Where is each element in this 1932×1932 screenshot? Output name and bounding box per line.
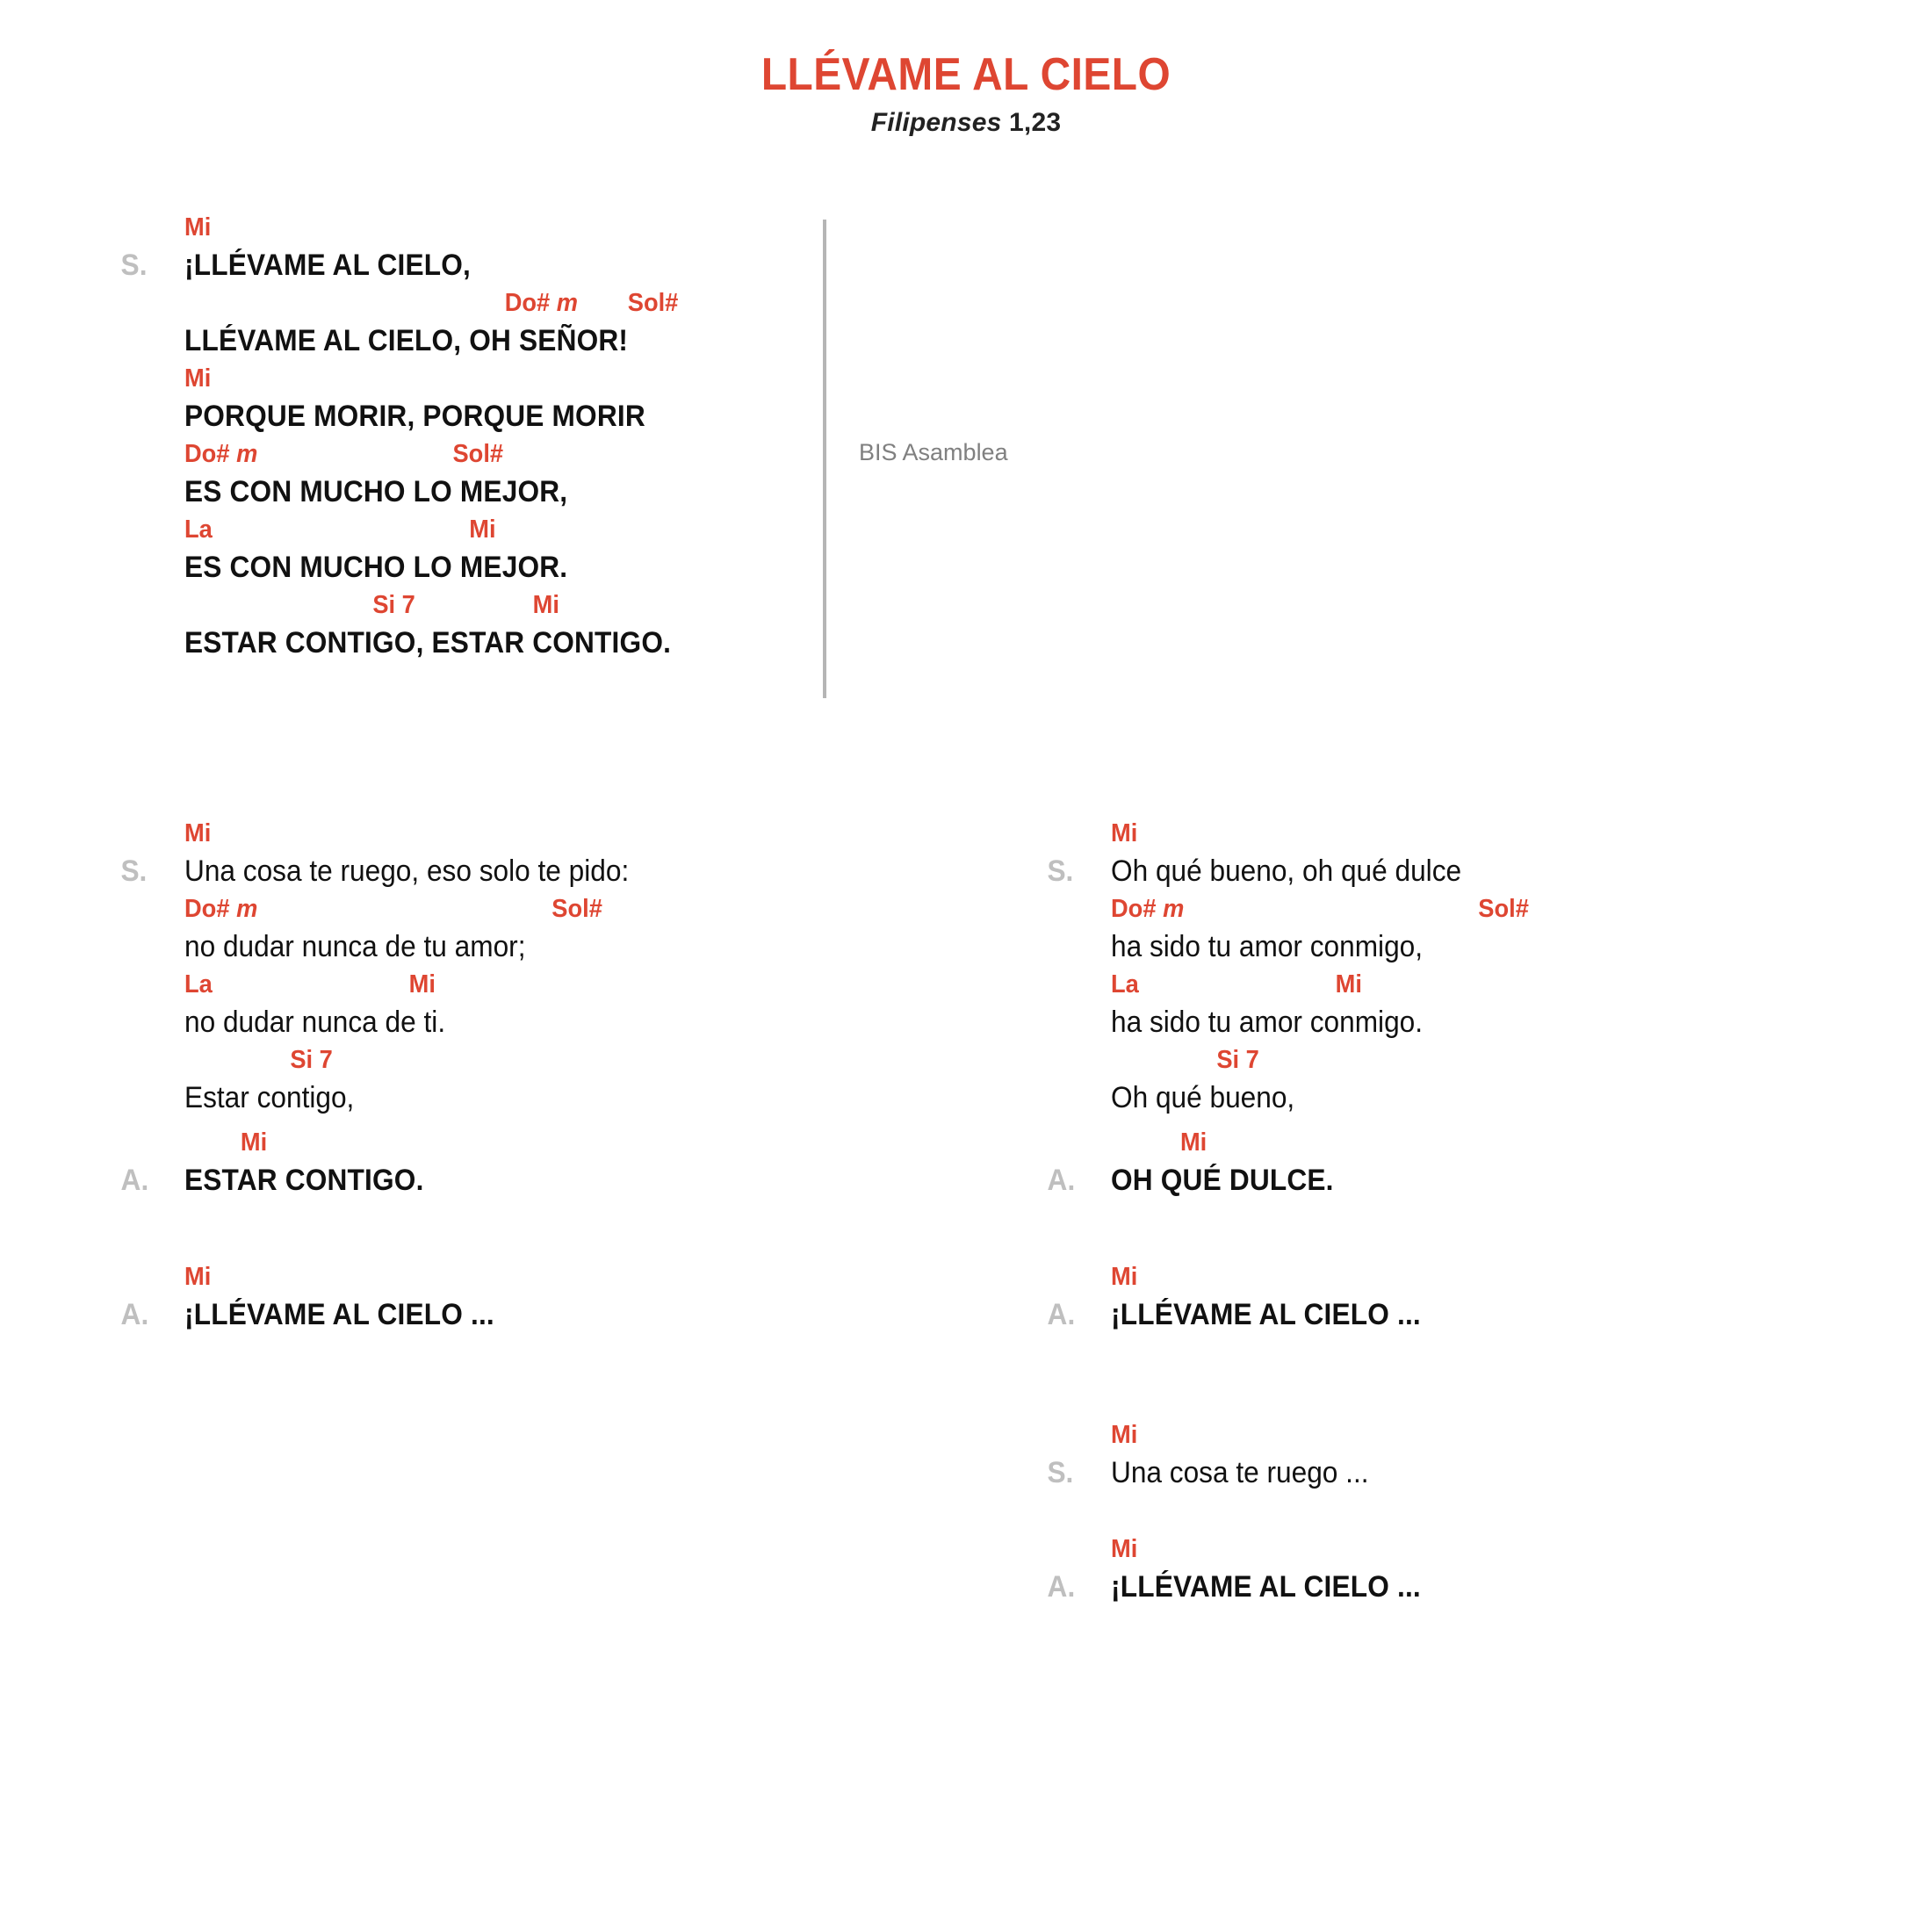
chord-root: Mi [1179, 1128, 1208, 1157]
lyric-line [1047, 1566, 1421, 1608]
lyric-line [120, 1159, 629, 1201]
lyric-line [184, 471, 671, 513]
chord-symbol [184, 968, 213, 1001]
lyric-text: ¡LLÉVAME AL CIELO ... [184, 1298, 494, 1331]
scripture-book: Filipenses [870, 107, 1002, 137]
lyric-text: ha sido tu amor conmigo, [1111, 930, 1424, 963]
chord-line [1111, 1260, 1424, 1294]
assembly-marker: A. [120, 1298, 149, 1331]
scripture-cite: 1,23 [1009, 107, 1062, 137]
chord-symbol [1111, 968, 1139, 1001]
chord-line [184, 211, 676, 244]
bis-label: BIS Asamblea [859, 439, 1008, 465]
verse-2-chorus-tag [1047, 1260, 1444, 1336]
chord-symbol [184, 892, 257, 926]
lyric-text: ¡LLÉVAME AL CIELO ... [1111, 1570, 1421, 1604]
song-line [184, 892, 662, 968]
chord-root: Si 7 [290, 1046, 333, 1074]
song-line [120, 1260, 517, 1336]
lyric-line [184, 320, 671, 362]
lyric-text: ha sido tu amor conmigo. [1111, 1006, 1424, 1039]
chord-line [184, 1260, 498, 1294]
assembly-marker: A. [1047, 1570, 1076, 1604]
chord-root: La [184, 970, 213, 998]
lyric-line [184, 1001, 629, 1043]
chorus-stanza [120, 211, 708, 664]
chord-line [184, 286, 679, 320]
chord-symbol [409, 968, 436, 1001]
assembly-marker: A. [1047, 1298, 1076, 1331]
chord-symbol [1111, 1260, 1137, 1294]
chord-line [184, 968, 634, 1001]
chord-root: Sol# [627, 289, 679, 317]
chord-quality: m [229, 895, 258, 923]
page-title: LLÉVAME AL CIELO [761, 49, 1171, 100]
song-line [1111, 968, 1488, 1043]
chord-symbol [184, 211, 211, 244]
chord-line [1111, 1126, 1465, 1159]
lyric-line [1111, 1001, 1461, 1043]
chord-symbol [505, 286, 578, 320]
lyric-line [120, 244, 671, 286]
chord-symbol [290, 1043, 332, 1077]
chord-quality: m [229, 440, 258, 468]
chord-root: Mi [184, 1263, 212, 1291]
lyric-line [184, 622, 671, 664]
chord-symbol [241, 1126, 267, 1159]
lyric-line [1047, 1159, 1461, 1201]
chord-root: Sol# [551, 895, 602, 923]
chord-root: Si 7 [372, 591, 415, 619]
chord-root: Mi [408, 970, 436, 998]
song-line [184, 513, 708, 588]
chord-line [184, 1043, 634, 1077]
chord-symbol [1478, 892, 1529, 926]
chord-root: Mi [184, 213, 212, 242]
lyric-text: ¡LLÉVAME AL CIELO ... [1111, 1298, 1421, 1331]
chord-symbol [533, 588, 559, 622]
lyric-line [120, 850, 630, 892]
assembly-marker: A. [1047, 1164, 1076, 1197]
chord-root: Do# [184, 440, 230, 468]
bis-bracket-rule [823, 220, 826, 698]
chord-root: Mi [1335, 970, 1362, 998]
chord-line [184, 437, 676, 471]
chord-line [1111, 1418, 1372, 1452]
chord-symbol [184, 1260, 211, 1294]
lyric-text: Una cosa te ruego, eso solo te pido: [184, 854, 630, 888]
chord-symbol [453, 437, 504, 471]
song-line [120, 211, 708, 286]
lyric-line [1047, 850, 1462, 892]
chord-line [184, 892, 634, 926]
chord-symbol [184, 817, 211, 850]
lyric-text: Oh qué bueno, oh qué dulce [1111, 854, 1462, 888]
chord-symbol [1216, 1043, 1258, 1077]
chord-root: Si 7 [1216, 1046, 1259, 1074]
lyric-line [1111, 1077, 1461, 1119]
chord-line [184, 1126, 634, 1159]
chord-root: Mi [1111, 1421, 1138, 1449]
song-line [1111, 892, 1529, 968]
verse-3-chorus-tag [1047, 1532, 1444, 1608]
chord-root: Mi [184, 364, 212, 393]
song-line [184, 362, 708, 437]
chord-root: Mi [184, 819, 212, 847]
chord-root: Mi [1111, 1263, 1138, 1291]
lyric-text: ESTAR CONTIGO. [184, 1164, 424, 1197]
lyric-text: Estar contigo, [184, 1081, 355, 1114]
chord-symbol [1111, 892, 1184, 926]
chord-root: Mi [469, 515, 496, 544]
song-line [120, 817, 662, 892]
scripture-reference [0, 108, 1932, 138]
verse-1-chorus-tag [120, 1260, 517, 1336]
song-line [1047, 1126, 1488, 1201]
chord-root: Sol# [1478, 895, 1529, 923]
chord-root: Do# [1111, 895, 1157, 923]
chord-line [184, 817, 634, 850]
chord-root: Sol# [452, 440, 504, 468]
lyric-text: OH QUÉ DULCE. [1111, 1164, 1334, 1197]
chord-symbol [184, 362, 211, 395]
chord-line [184, 513, 676, 546]
lyric-text: Una cosa te ruego ... [1111, 1456, 1369, 1489]
soloist-marker: S. [120, 854, 148, 888]
lyric-text: LLÉVAME AL CIELO, OH SEÑOR! [184, 324, 629, 357]
lyric-line [184, 926, 629, 968]
chord-symbol [184, 513, 213, 546]
chord-root: La [1111, 970, 1139, 998]
chord-symbol [551, 892, 602, 926]
chord-line [1111, 968, 1465, 1001]
lyric-text: no dudar nunca de tu amor; [184, 930, 526, 963]
verse-2-stanza [1047, 817, 1529, 1201]
verse-3-recall [1047, 1418, 1388, 1494]
lyric-text: ¡LLÉVAME AL CIELO, [184, 249, 471, 282]
song-line [184, 1043, 662, 1119]
chord-line [184, 362, 676, 395]
chord-line [1111, 1532, 1424, 1566]
chord-quality: m [1156, 895, 1185, 923]
chord-line [1111, 892, 1529, 926]
song-line [1047, 1532, 1444, 1608]
chord-symbol [628, 286, 679, 320]
lyric-line [1047, 1294, 1421, 1336]
chord-symbol [1111, 1418, 1137, 1452]
song-line [184, 437, 708, 513]
song-line [1111, 1043, 1488, 1119]
chord-root: Do# [504, 289, 551, 317]
chord-symbol [1111, 1532, 1137, 1566]
song-line [120, 1126, 662, 1201]
lyric-line [184, 546, 671, 588]
lyric-text: no dudar nunca de ti. [184, 1006, 446, 1039]
chord-root: Do# [184, 895, 230, 923]
soloist-marker: S. [1047, 1456, 1074, 1489]
lyric-text: PORQUE MORIR, PORQUE MORIR [184, 400, 645, 433]
song-line [184, 286, 708, 362]
lyric-line [120, 1294, 494, 1336]
chord-symbol [1336, 968, 1362, 1001]
chord-quality: m [550, 289, 579, 317]
song-line [1047, 1260, 1444, 1336]
chord-root: Mi [532, 591, 559, 619]
verse-1-stanza [120, 817, 662, 1201]
chord-line [184, 588, 676, 622]
chord-line [1111, 1043, 1465, 1077]
chord-root: Mi [1111, 1535, 1138, 1563]
chord-symbol [372, 588, 415, 622]
lyric-line [1111, 926, 1461, 968]
lyric-text: ES CON MUCHO LO MEJOR, [184, 475, 568, 508]
song-header [0, 0, 1932, 138]
song-line [1047, 817, 1488, 892]
lyric-line [184, 1077, 629, 1119]
chord-symbol [469, 513, 495, 546]
chord-line [1111, 817, 1465, 850]
chord-root: La [184, 515, 213, 544]
chord-symbol [1111, 817, 1137, 850]
chord-root: Mi [1111, 819, 1138, 847]
assembly-marker: A. [120, 1164, 149, 1197]
lyric-text: ES CON MUCHO LO MEJOR. [184, 551, 568, 584]
song-line [184, 588, 708, 664]
chord-symbol [184, 437, 257, 471]
soloist-marker: S. [120, 249, 148, 282]
chord-root: Mi [240, 1128, 268, 1157]
lyric-text: ESTAR CONTIGO, ESTAR CONTIGO. [184, 626, 672, 660]
lyric-line [1047, 1452, 1369, 1494]
song-line [1047, 1418, 1388, 1494]
song-line [184, 968, 662, 1043]
lyric-text: Oh qué bueno, [1111, 1081, 1295, 1114]
chord-symbol [1180, 1126, 1207, 1159]
lyric-line [184, 395, 671, 437]
soloist-marker: S. [1047, 854, 1074, 888]
